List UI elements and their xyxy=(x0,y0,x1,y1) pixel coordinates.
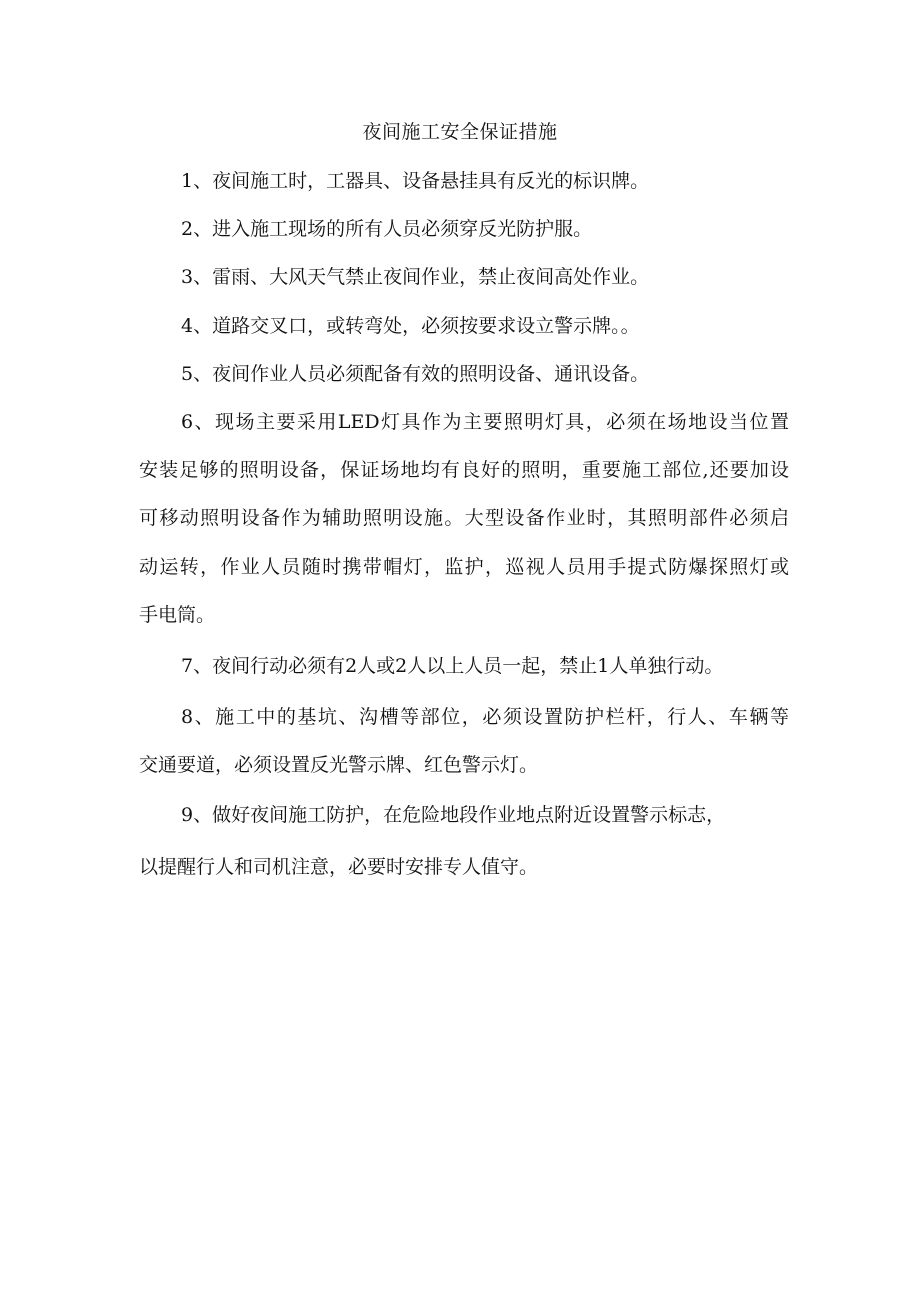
item-2-line: 2、进入施工现场的所有人员必须穿反光防护服。 xyxy=(181,218,593,240)
item-9-line-1: 9、做好夜间施工防护，在危险地段作业地点附近设置警示标志， xyxy=(181,804,726,826)
item-9-line-2: 以提醒行人和司机注意，必要时安排专人值守。 xyxy=(139,856,539,878)
item-8-line-1: 8、施工中的基坑、沟槽等部位，必须设置防护栏杆，行人、车辆等 xyxy=(181,706,789,728)
item-6-line-2: 安装足够的照明设备，保证场地均有良好的照明，重要施工部位,还要加设 xyxy=(139,459,789,481)
item-6-line-1: 6、现场主要采用LED灯具作为主要照明灯具，必须在场地设当位置 xyxy=(181,411,789,433)
item-6-line-4: 动运转，作业人员随时携带帽灯，监护，巡视人员用手提式防爆探照灯或 xyxy=(139,556,789,578)
item-6-line-5: 手电筒。 xyxy=(139,604,216,626)
item-5-line: 5、夜间作业人员必须配备有效的照明设备、通讯设备。 xyxy=(181,363,650,385)
item-8-line-2: 交通要道，必须设置反光警示牌、红色警示灯。 xyxy=(139,754,539,776)
item-6-line-3: 可移动照明设备作为辅助照明设施。大型设备作业时，其照明部件必须启 xyxy=(139,507,789,529)
item-1-line: 1、夜间施工时，工器具、设备悬挂具有反光的标识牌。 xyxy=(181,170,650,192)
document-title: 夜间施工安全保证措施 xyxy=(362,121,558,143)
item-3-line: 3、雷雨、大风天气禁止夜间作业，禁止夜间高处作业。 xyxy=(181,266,650,288)
item-4-line: 4、道路交叉口，或转弯处，必须按要求设立警示牌。。 xyxy=(181,315,640,337)
item-7-line: 7、夜间行动必须有2人或2人以上人员一起，禁止1人单独行动。 xyxy=(181,655,724,677)
